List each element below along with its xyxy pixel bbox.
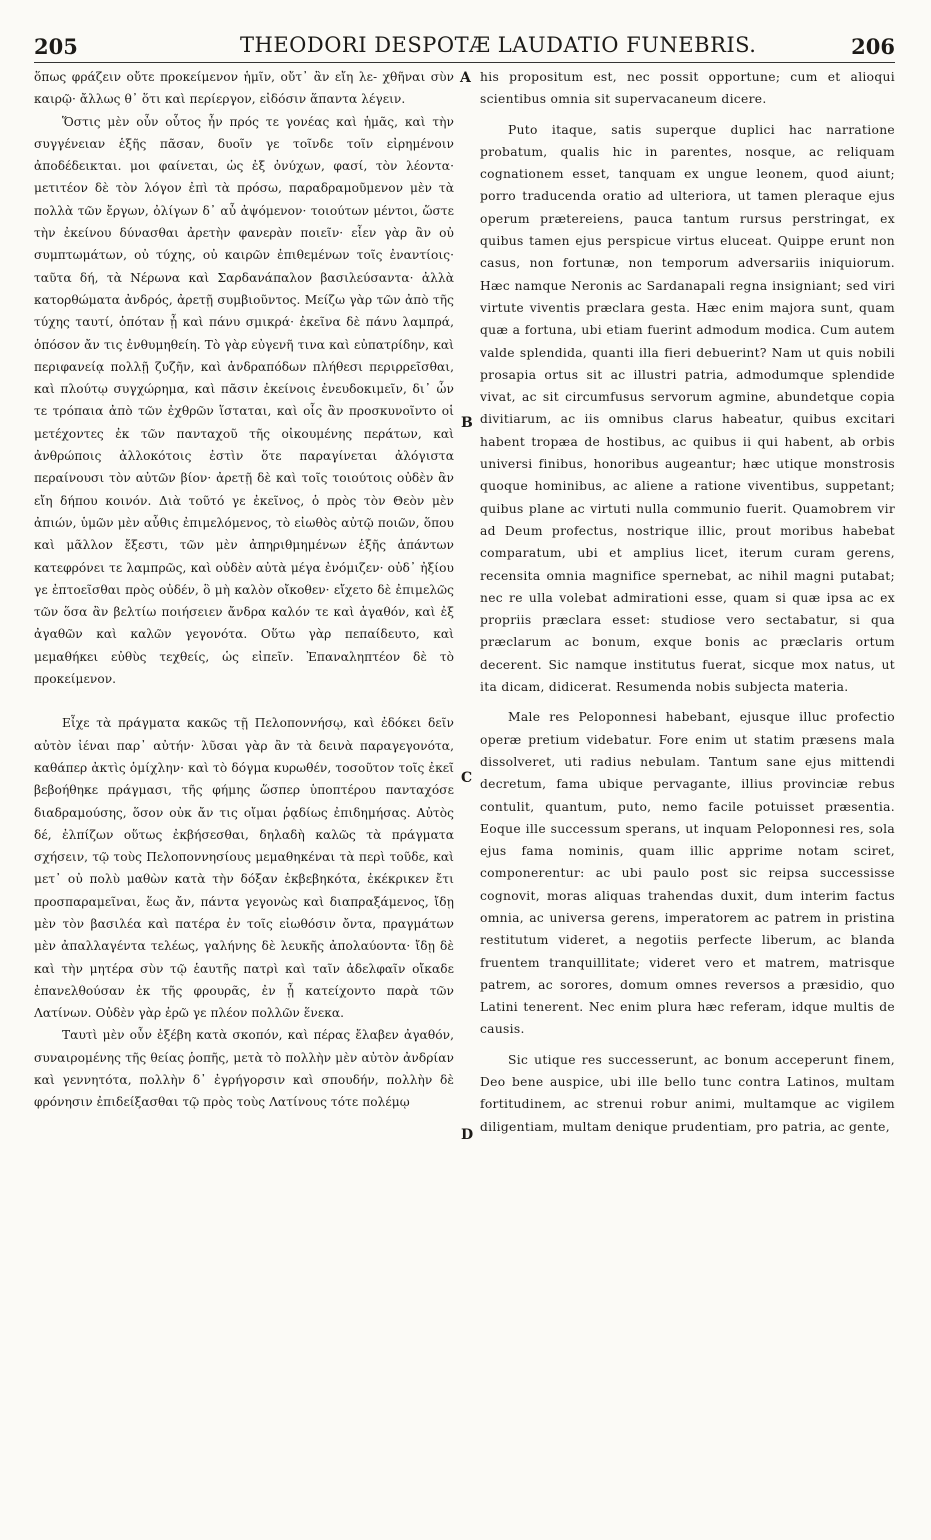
header-rule — [34, 62, 895, 63]
greek-paragraph-4: Ταυτὶ μὲν οὖν ἐξέβη κατὰ σκοπόν, καὶ πέρας ἔλαβεν ἀγαθόν, συναιρομένης τῆς θείας ῥοπῆς, μετὰ τὸ πολλὴν μὲν αὐτὸν ἀνδρίαν καὶ γεννητότα, πολλὴν δ᾽ ἐγρήγορσιν καὶ σπουδήν, πολλὴν δὲ φρόνησιν ἐπιδείξασθαι τῷ πρὸς τοὺς Λατίνους τότε πολέμῳ — [34, 1028, 454, 1110]
greek-paragraph-1: ὅπως φράζειν οὔτε προκείμενον ἡμῖν, οὔτ᾽ ἂν εἴη λε- χθῆναι σὺν καιρῷ· ἄλλως θ᾽ ὅτι καὶ περίεργον, εἰδόσιν ἅπαντα λέγειν. — [34, 70, 454, 107]
latin-paragraph-4: Sic utique res successerunt, ac bonum acceperunt finem, Deo bene auspice, ubi ille bello tunc contra Latinos, multam fortitudinem, ac strenui robur animi, multamque ac vigilem diligentiam, multam denique prudentiam, pro patria, ac gente, — [480, 1052, 895, 1134]
greek-paragraph-2: Ὅστις μὲν οὖν οὗτος ἦν πρός τε γονέας καὶ ἡμᾶς, καὶ τὴν συγγένειαν ἑξῆς πᾶσαν, δυοῖν γε τοῖνδε τοῖν εἰρημένοιν ἀποδέδεικται. μοι φαίνεται, ὡς ἐξ ὀνύχων, φασί, τὸν λέοντα· μετιτέον δὲ τὸν λόγον ἐπὶ τὰ πρόσω, παραδραμοῦμενον μὲν τὰ πολλὰ τῶν ἔργων, ὀλίγων δ᾽ αὖ ἀψόμενον· τοιούτων μέντοι, ὥστε τὴν ἐκείνου δύνασθαι ἀρετὴν φανερὰν ποιεῖν· εἶεν γὰρ ἂν οὐ συμπτωμάτων, οὐ τύχης, οὐ καιρῶν ἐπιθεμένων τοῖς ἐναντίοις· ταῦτα δή, τὰ Νέρωνα καὶ Σαρδανάπαλον βασιλεύσαντα· ἀλλὰ κατορθώματα ἀνδρός, ἀρετῇ συμβιοῦντος. Μείζω γὰρ τῶν ἀπὸ τῆς τύχης ταυτί, ὁπόταν ᾖ καὶ πάνυ σμικρά· ἐκεῖνα δὲ πάνυ λαμπρά, ὁπόσον ἄν τις ἐνθυμηθείη. Τὸ γὰρ εὐγενῆ τινα καὶ εὐπατρίδην, καὶ περιφανείᾳ πολλῇ ζυζῆν, καὶ ἀνδραπόδων πλήθεσι περιρρεῖσθαι, καὶ πλούτῳ συγχώρημα, καὶ πᾶσιν ἐκείνοις ἐνευδοκιμεῖν, δι᾽ ὧν τε τρόπαια ἀπὸ τῶν ἐχθρῶν ἵσταται, καὶ οἷς ἂν προσκυνοῖντο οἱ μετέχοντες ἐκ τῶν πανταχοῦ τῆς οἰκουμένης περάτων, καὶ ἀνθρώποις ἀλλοκότοις ἐστὶν ὅτε παραγίνεται ἀλόγιστα περαίνουσι τὸν αὐτῶν βίον· ἀρετῇ δὲ καὶ τοῖς τοιούτοις οὐδὲν ἂν εἴη δήπου κοινόν. Διὰ τοῦτό γε ἐκεῖνος, ὁ πρὸς τὸν Θεὸν μὲν ἀπιών, ὑμῶν μὲν αὖθις ἐπιμελόμενος, τὸ εἰωθὸς αὐτῷ ποιῶν, ὅπου καὶ μᾶλλον ἔξεστι, τῶν μὲν ἀπηριθμημένων ἑξῆς ἁπάντων κατεφρόνει τε λαμπρῶς, καὶ οὐδὲν αὐτὰ μέγα ἐνόμιζεν· οὐδ᾽ ἠξίου γε ἐπτοεῖσθαι πρὸς οὐδέν, ὃ μὴ καλὸν οἴκοθεν· εἴχετο δὲ ἐπιμελῶς τῶν ὅσα ἂν βελτίω ποιήσειεν ἄνδρα καλόν τε καὶ ἀγαθόν, καὶ ἐξ ἀγαθῶν καὶ καλῶν γεγονότα. Οὕτω γὰρ πεπαίδευτο, καὶ μεμαθήκει εὐθὺς τεχθείς, ὡς εἰπεῖν. Ἐπαναληπτέον δὲ τὸ προκείμενον. — [34, 114, 454, 687]
latin-paragraph-2: Puto itaque, satis superque duplici hac narratione probatum, qualis hic in parentes, nosque, ac reliquam cognationem esset, tanquam ex ungue leonem, quod aiunt; porro traducenda oratio ad ulteriora, ut tamen pleraque ejus operum prætereiens, pauca tantum rursus perstringat, ex quibus tamen ejus perspicue virtus eluceat. Quippe erunt non casus, non fortunæ, non temporum adversariis iniquiorum. Hæc namque Neronis ac Sardanapali regna insigniant; sed viri virtute viventis præclara gesta. Hæc enim majora sunt, quam quæ a fortuna, ubi etiam fuerint admodum modica. Cum autem valde splendida, quanti illa fieri debuerint? Nam ut quis nobili prosapia ortus sit ac illustri patria, admodumque splendide vivat, ac sit circumfusus servorum agmine, abundetque copia divitiarum, ac iis omnibus clarus habeatur, quibus excitari habent tropæa de hostibus, ac quibus ii qui habent, ab orbis universi finibus, honoribus augeantur; hæc utique monstrosis quoque hominibus, ac aliene a ratione viventibus, suppetant; quibus plane ac virtuti nulla communio fuerit. Quamobrem vir ad Deum profectus, nostrique illic, prout moribus habebat comparatum, ubi et amplius licet, iterum curam gerens, recensita omnia magnifice spernebat, ac nihil magni putabat; nec re ulla volebat admirationi esse, quam si quæ ipsa ac ex propriis præclara esset: studiose vero sectabatur, si qua præclarum ac bonum, exque bonis ac præclaris ortum decerent. Sic namque institutus fuerat, sicque mox natus, ut ita dicam, didicerat. Resumenda nobis subjecta materia. — [480, 122, 895, 695]
page-number-left: 205 — [34, 34, 78, 59]
margin-marker-d: D — [461, 1127, 474, 1143]
margin-marker-c: C — [461, 770, 473, 786]
latin-paragraph-3: Male res Peloponnesi habebant, ejusque illuc profectio operæ pretium videbatur. Fore enim ut statim præsens mala dissolveret, uti radius nebulam. Tantum sane ejus mittendi decretum, fama ubique pervagante, illius provinciæ rebus contulit, quantum, puto, nemo facile potuisset præsentia. Eoque ille successum sperans, ut inquam Peloponnesi res, sola ejus fama nominis, quam illic apprime notam sciret, componerentur: ac ubi paulo post sic reipsa successisse cognovit, moras aliquas trahendas duxit, dum interim factus omnia, ac universa gerens, imperatorem ac patrem in pristina restitutum videret, a negotiis perfecte liberum, ac blanda fruentem tranquillitate; videret vero et matrem, matrisque patrem, ac sorores, domum omnes reversos a præsidio, quo Latini tenerent. Nec enim plura hæc referam, idque multis de causis. — [480, 710, 895, 1037]
greek-column — [34, 66, 454, 1114]
latin-paragraph-1: his propositum est, nec possit opportune; cum et alioqui scientibus omnia sit supervacaneum dicere. — [480, 70, 895, 107]
running-title: THEODORI DESPOTÆ LAUDATIO FUNEBRIS. — [240, 33, 757, 57]
page-number-right: 206 — [851, 34, 895, 59]
margin-marker-b: B — [461, 415, 473, 431]
latin-column — [480, 66, 895, 1138]
margin-marker-a: A — [460, 70, 471, 86]
page-header — [0, 0, 931, 64]
greek-paragraph-3: Εἶχε τὰ πράγματα κακῶς τῇ Πελοποννήσῳ, καὶ ἐδόκει δεῖν αὐτὸν ἰέναι παρ᾽ αὐτήν· λῦσαι γὰρ ἂν τὰ δεινὰ παραγεγονότα, καθάπερ ἀκτὶς ὁμίχλην· καὶ τὸ δόγμα κυρωθέν, τοσοῦτον τοῖς ἐκεῖ βεβοήθηκε πράγμασι, τῆς φήμης ὥσπερ ὑποπτέρου πανταχόσε διαδραμούσης, ὅσον οὐκ ἄν τις οἴμαι ῥᾳδίως ἐπιδημήσας. Αὐτὸς δέ, ἐλπίζων οὕτως ἐκβήσεσθαι, δηλαδὴ καλῶς τὰ πράγματα σχήσειν, τῷ τοὺς Πελοποννησίους μεμαθηκέναι τὰ περὶ τοῦδε, καὶ μετ᾽ οὐ πολὺ μαθὼν κατὰ τὴν δόξαν ἐκβεβηκότα, ἐκέκρικεν ἔτι προσπαραμεῖναι, ἕως ἄν, πάντα γεγονὼς καὶ διαπραξάμενος, ἴδῃ μὲν τὸν βασιλέα καὶ πατέρα ἐν τοῖς εἰωθόσιν ὄντα, πραγμάτων μὲν ἀπαλλαγέντα τελέως, γαλήνης δὲ λευκῆς ἀπολαύοντα· ἴδῃ δὲ καὶ τὴν μητέρα σὺν τῷ ἑαυτῆς πατρὶ καὶ ταῖν ἀδελφαῖν οἴκαδε ἐπανελθούσαν ἐκ τῆς φρουρᾶς, ἐν ᾗ κατείχοντο παρὰ τῶν Λατίνων. Οὐδὲν γὰρ ἐρῶ γε πλέον πολλῶν ἕνεκα. — [34, 716, 454, 1021]
